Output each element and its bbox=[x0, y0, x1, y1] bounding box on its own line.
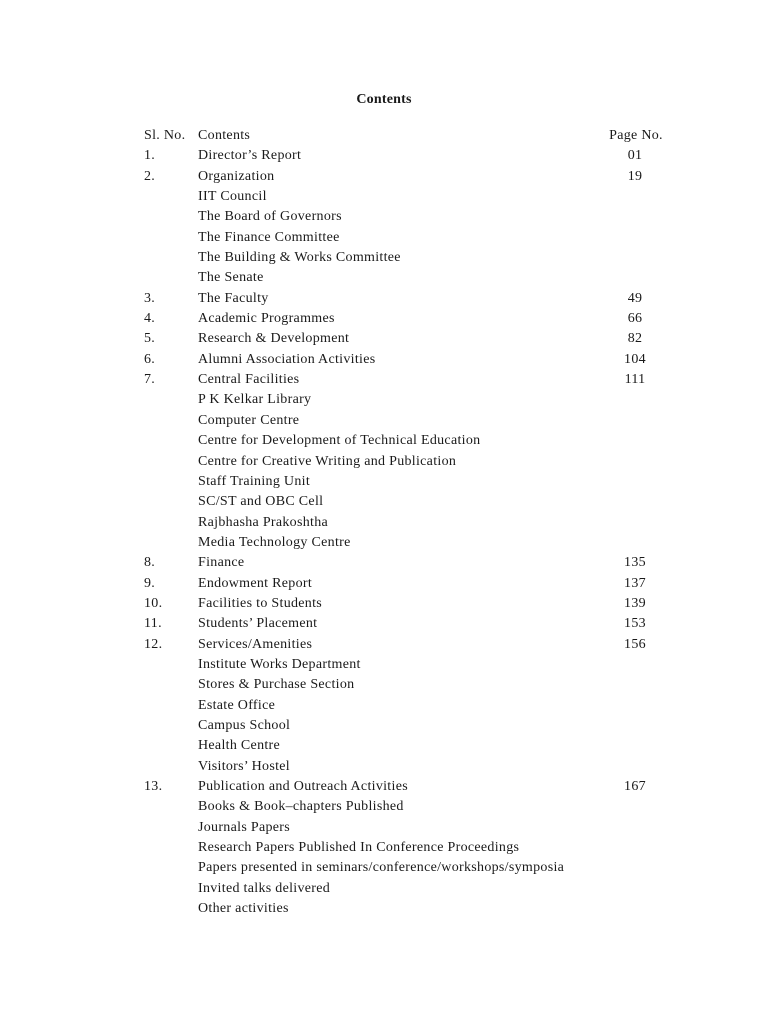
entry-title: Centre for Creative Writing and Publication bbox=[198, 453, 457, 469]
toc-header-row bbox=[0, 126, 768, 146]
toc-subentry bbox=[0, 797, 768, 817]
entry-number: 7. bbox=[144, 372, 156, 388]
toc-subentry bbox=[0, 716, 768, 736]
entry-title: Endowment Report bbox=[198, 575, 313, 591]
entry-number: 1. bbox=[144, 148, 156, 164]
entry-page-number: 167 bbox=[624, 779, 646, 794]
toc-entry bbox=[0, 553, 768, 573]
entry-title: Finance bbox=[198, 555, 245, 571]
toc-subentry bbox=[0, 390, 768, 410]
entry-title: Alumni Association Activities bbox=[198, 351, 376, 367]
entry-title: The Senate bbox=[198, 270, 264, 286]
toc-subentry bbox=[0, 655, 768, 675]
toc-subentry bbox=[0, 472, 768, 492]
entry-page-number: 139 bbox=[624, 595, 646, 611]
entry-title: Estate Office bbox=[198, 697, 276, 713]
entry-title: The Faculty bbox=[198, 290, 269, 306]
toc-subentry bbox=[0, 268, 768, 288]
entry-title: The Board of Governors bbox=[198, 209, 342, 225]
entry-title: Students’ Placement bbox=[198, 616, 318, 632]
entry-title: Rajbhasha Prakoshtha bbox=[198, 514, 329, 530]
entry-title: Journals Papers bbox=[198, 819, 290, 835]
toc-subentry bbox=[0, 431, 768, 451]
table-of-contents bbox=[0, 126, 768, 919]
sl-no-header: Sl. No. bbox=[144, 128, 186, 143]
entry-page-number: 153 bbox=[624, 616, 646, 632]
entry-page-number: 137 bbox=[624, 575, 646, 591]
entry-title: Campus School bbox=[198, 717, 291, 733]
toc-subentry bbox=[0, 818, 768, 838]
entry-title: SC/ST and OBC Cell bbox=[198, 494, 324, 510]
toc-subentry bbox=[0, 696, 768, 716]
entry-title: IIT Council bbox=[198, 189, 267, 205]
toc-subentry bbox=[0, 411, 768, 431]
page-no-header: Page No. bbox=[609, 128, 663, 143]
page-title: Contents bbox=[356, 92, 412, 107]
toc-entry bbox=[0, 614, 768, 634]
toc-subentry bbox=[0, 858, 768, 878]
entry-number: 9. bbox=[144, 575, 156, 591]
entry-page-number: 111 bbox=[624, 372, 646, 388]
entry-page-number: 66 bbox=[627, 311, 643, 327]
entry-page-number: 135 bbox=[624, 555, 646, 571]
contents-header: Contents bbox=[198, 128, 251, 143]
entry-number: 2. bbox=[144, 168, 156, 184]
entry-title: Invited talks delivered bbox=[198, 880, 331, 896]
entry-title: Publication and Outreach Activities bbox=[198, 779, 408, 794]
entry-title: Health Centre bbox=[198, 738, 281, 754]
entry-page-number: 104 bbox=[624, 351, 646, 367]
toc-entry bbox=[0, 574, 768, 594]
toc-entry bbox=[0, 635, 768, 655]
entry-title: Other activities bbox=[198, 901, 289, 917]
toc-subentry bbox=[0, 228, 768, 248]
entry-number: 10. bbox=[144, 595, 163, 611]
toc-entry bbox=[0, 146, 768, 166]
entry-title: Papers presented in seminars/conference/workshops/symposia bbox=[198, 860, 565, 876]
toc-entry bbox=[0, 594, 768, 614]
entry-title: Visitors’ Hostel bbox=[198, 758, 290, 774]
entry-number: 12. bbox=[144, 636, 163, 652]
entry-page-number: 01 bbox=[627, 148, 643, 164]
toc-entry bbox=[0, 167, 768, 187]
entry-page-number: 49 bbox=[627, 290, 643, 306]
entry-page-number: 82 bbox=[627, 331, 643, 347]
entry-title: Director’s Report bbox=[198, 148, 302, 164]
entry-number: 4. bbox=[144, 311, 156, 327]
entry-title: Staff Training Unit bbox=[198, 473, 311, 489]
toc-subentry bbox=[0, 248, 768, 268]
toc-entry bbox=[0, 370, 768, 390]
toc-entry bbox=[0, 309, 768, 329]
entry-title: The Building & Works Committee bbox=[198, 250, 401, 266]
entry-title: Stores & Purchase Section bbox=[198, 677, 355, 693]
toc-subentry bbox=[0, 452, 768, 472]
toc-entry bbox=[0, 329, 768, 349]
entry-number: 3. bbox=[144, 290, 156, 306]
toc-subentry bbox=[0, 838, 768, 858]
toc-subentry bbox=[0, 513, 768, 533]
entry-number: 11. bbox=[144, 616, 162, 632]
entry-number: 6. bbox=[144, 351, 156, 367]
entry-title: P K Kelkar Library bbox=[198, 392, 312, 408]
entry-number: 8. bbox=[144, 555, 156, 571]
entry-title: Central Facilities bbox=[198, 372, 300, 388]
entry-title: Media Technology Centre bbox=[198, 534, 351, 550]
toc-subentry bbox=[0, 533, 768, 553]
entry-page-number: 19 bbox=[627, 168, 643, 184]
entry-page-number: 156 bbox=[624, 636, 646, 652]
toc-subentry bbox=[0, 736, 768, 756]
entry-number: 5. bbox=[144, 331, 156, 347]
entry-number: 13. bbox=[144, 779, 163, 794]
toc-entry bbox=[0, 777, 768, 797]
toc-entry bbox=[0, 289, 768, 309]
toc-subentry bbox=[0, 207, 768, 227]
entry-title: Academic Programmes bbox=[198, 311, 335, 327]
entry-title: Institute Works Department bbox=[198, 656, 361, 672]
entry-title: Facilities to Students bbox=[198, 595, 323, 611]
entry-title: Research & Development bbox=[198, 331, 350, 347]
entry-title: Books & Book–chapters Published bbox=[198, 799, 404, 815]
toc-subentry bbox=[0, 899, 768, 919]
toc-subentry bbox=[0, 492, 768, 512]
entry-title: Research Papers Published In Conference Proceedings bbox=[198, 840, 520, 856]
entry-title: The Finance Committee bbox=[198, 229, 340, 245]
toc-rows bbox=[0, 146, 768, 919]
entry-title: Services/Amenities bbox=[198, 636, 313, 652]
entry-title: Centre for Development of Technical Education bbox=[198, 433, 481, 449]
toc-subentry bbox=[0, 187, 768, 207]
toc-subentry bbox=[0, 757, 768, 777]
entry-title: Organization bbox=[198, 168, 275, 184]
toc-subentry bbox=[0, 675, 768, 695]
toc-entry bbox=[0, 350, 768, 370]
entry-title: Computer Centre bbox=[198, 412, 300, 428]
toc-subentry bbox=[0, 879, 768, 899]
